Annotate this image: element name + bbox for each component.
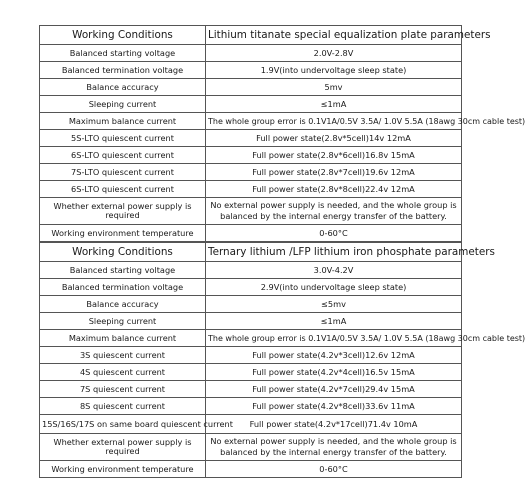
- condition-cell: 8S quiescent current: [40, 398, 206, 415]
- table-row: [40, 415, 462, 434]
- value-cell: Full power state(4.2v*4cell)16.5v 15mA: [206, 364, 462, 381]
- table-row: [40, 113, 462, 130]
- value-cell: ≤1mA: [206, 96, 462, 113]
- column-header: Working Conditions: [40, 26, 206, 45]
- value-cell: Full power state(2.8v*8cell)22.4v 12mA: [206, 181, 462, 198]
- condition-cell: Maximum balance current: [40, 113, 206, 130]
- table-row: [40, 181, 462, 198]
- value-cell: No external power supply is needed, and the whole group is balanced by the internal energy transfer of the battery.: [206, 198, 462, 225]
- table-row: [40, 62, 462, 79]
- table-row: [40, 461, 462, 478]
- condition-cell: Balanced starting voltage: [40, 262, 206, 279]
- condition-cell: Working environment temperature: [40, 461, 206, 478]
- condition-cell: Working environment temperature: [40, 225, 206, 242]
- value-cell: Full power state(4.2v*7cell)29.4v 15mA: [206, 381, 462, 398]
- condition-cell: Balanced starting voltage: [40, 45, 206, 62]
- lto-parameters-table: [39, 25, 525, 242]
- table-row: [40, 313, 462, 330]
- value-cell: No external power supply is needed, and the whole group is balanced by the internal energy transfer of the battery.: [206, 434, 462, 461]
- condition-cell: 7S-LTO quiescent current: [40, 164, 206, 181]
- table-row: [40, 96, 462, 113]
- value-cell: 5mv: [206, 79, 462, 96]
- value-cell: Full power state(4.2v*3cell)12.6v 12mA: [206, 347, 462, 364]
- table-row: [40, 198, 462, 225]
- value-cell: 1.9V(into undervoltage sleep state): [206, 62, 462, 79]
- value-cell: Full power state(4.2v*8cell)33.6v 11mA: [206, 398, 462, 415]
- condition-cell: Balanced termination voltage: [40, 62, 206, 79]
- value-cell: The whole group error is 0.1V1A/0.5V 3.5A/ 1.0V 5.5A (18awg 30cm cable test): [206, 330, 462, 347]
- table-row: [40, 130, 462, 147]
- table-row: [40, 398, 462, 415]
- condition-cell: Whether external power supply is required: [40, 198, 206, 225]
- table-row: [40, 147, 462, 164]
- table-row: [40, 164, 462, 181]
- condition-cell: Whether external power supply is required: [40, 434, 206, 461]
- table-row: [40, 45, 462, 62]
- table-row: [40, 225, 462, 242]
- condition-cell: Sleeping current: [40, 313, 206, 330]
- ternary-lfp-parameters-table: [39, 242, 525, 478]
- table-row: [40, 347, 462, 364]
- value-cell: 0-60°C: [206, 461, 462, 478]
- value-cell: The whole group error is 0.1V1A/0.5V 3.5A/ 1.0V 5.5A (18awg 30cm cable test): [206, 113, 462, 130]
- table-row: [40, 434, 462, 461]
- condition-cell: 4S quiescent current: [40, 364, 206, 381]
- value-cell: ≤5mv: [206, 296, 462, 313]
- value-cell: Full power state(2.8v*6cell)16.8v 15mA: [206, 147, 462, 164]
- condition-cell: Balance accuracy: [40, 296, 206, 313]
- table-header-row: [40, 243, 462, 262]
- condition-cell: 6S-LTO quiescent current: [40, 147, 206, 164]
- value-cell: 0-60°C: [206, 225, 462, 242]
- value-cell: 2.9V(into undervoltage sleep state): [206, 279, 462, 296]
- value-cell: 2.0V-2.8V: [206, 45, 462, 62]
- table-row: [40, 296, 462, 313]
- condition-cell: 6S-LTO quiescent current: [40, 181, 206, 198]
- value-cell: 3.0V-4.2V: [206, 262, 462, 279]
- column-header: Ternary lithium /LFP lithium iron phosphate parameters: [206, 243, 462, 262]
- column-header: Lithium titanate special equalization plate parameters: [206, 26, 462, 45]
- value-cell: Full power state(2.8v*5cell)14v 12mA: [206, 130, 462, 147]
- value-cell: ≤1mA: [206, 313, 462, 330]
- condition-cell: Balanced termination voltage: [40, 279, 206, 296]
- condition-cell: Balance accuracy: [40, 79, 206, 96]
- column-header: Working Conditions: [40, 243, 206, 262]
- value-cell: Full power state(4.2v*17cell)71.4v 10mA: [206, 415, 462, 434]
- condition-cell: 5S-LTO quiescent current: [40, 130, 206, 147]
- condition-cell: Sleeping current: [40, 96, 206, 113]
- table-row: [40, 381, 462, 398]
- condition-cell: 15S/16S/17S on same board quiescent current: [40, 415, 206, 434]
- condition-cell: 7S quiescent current: [40, 381, 206, 398]
- condition-cell: 3S quiescent current: [40, 347, 206, 364]
- value-cell: Full power state(2.8v*7cell)19.6v 12mA: [206, 164, 462, 181]
- table-row: [40, 330, 462, 347]
- table-header-row: [40, 26, 462, 45]
- table-row: [40, 262, 462, 279]
- table-row: [40, 279, 462, 296]
- condition-cell: Maximum balance current: [40, 330, 206, 347]
- table-row: [40, 364, 462, 381]
- table-row: [40, 79, 462, 96]
